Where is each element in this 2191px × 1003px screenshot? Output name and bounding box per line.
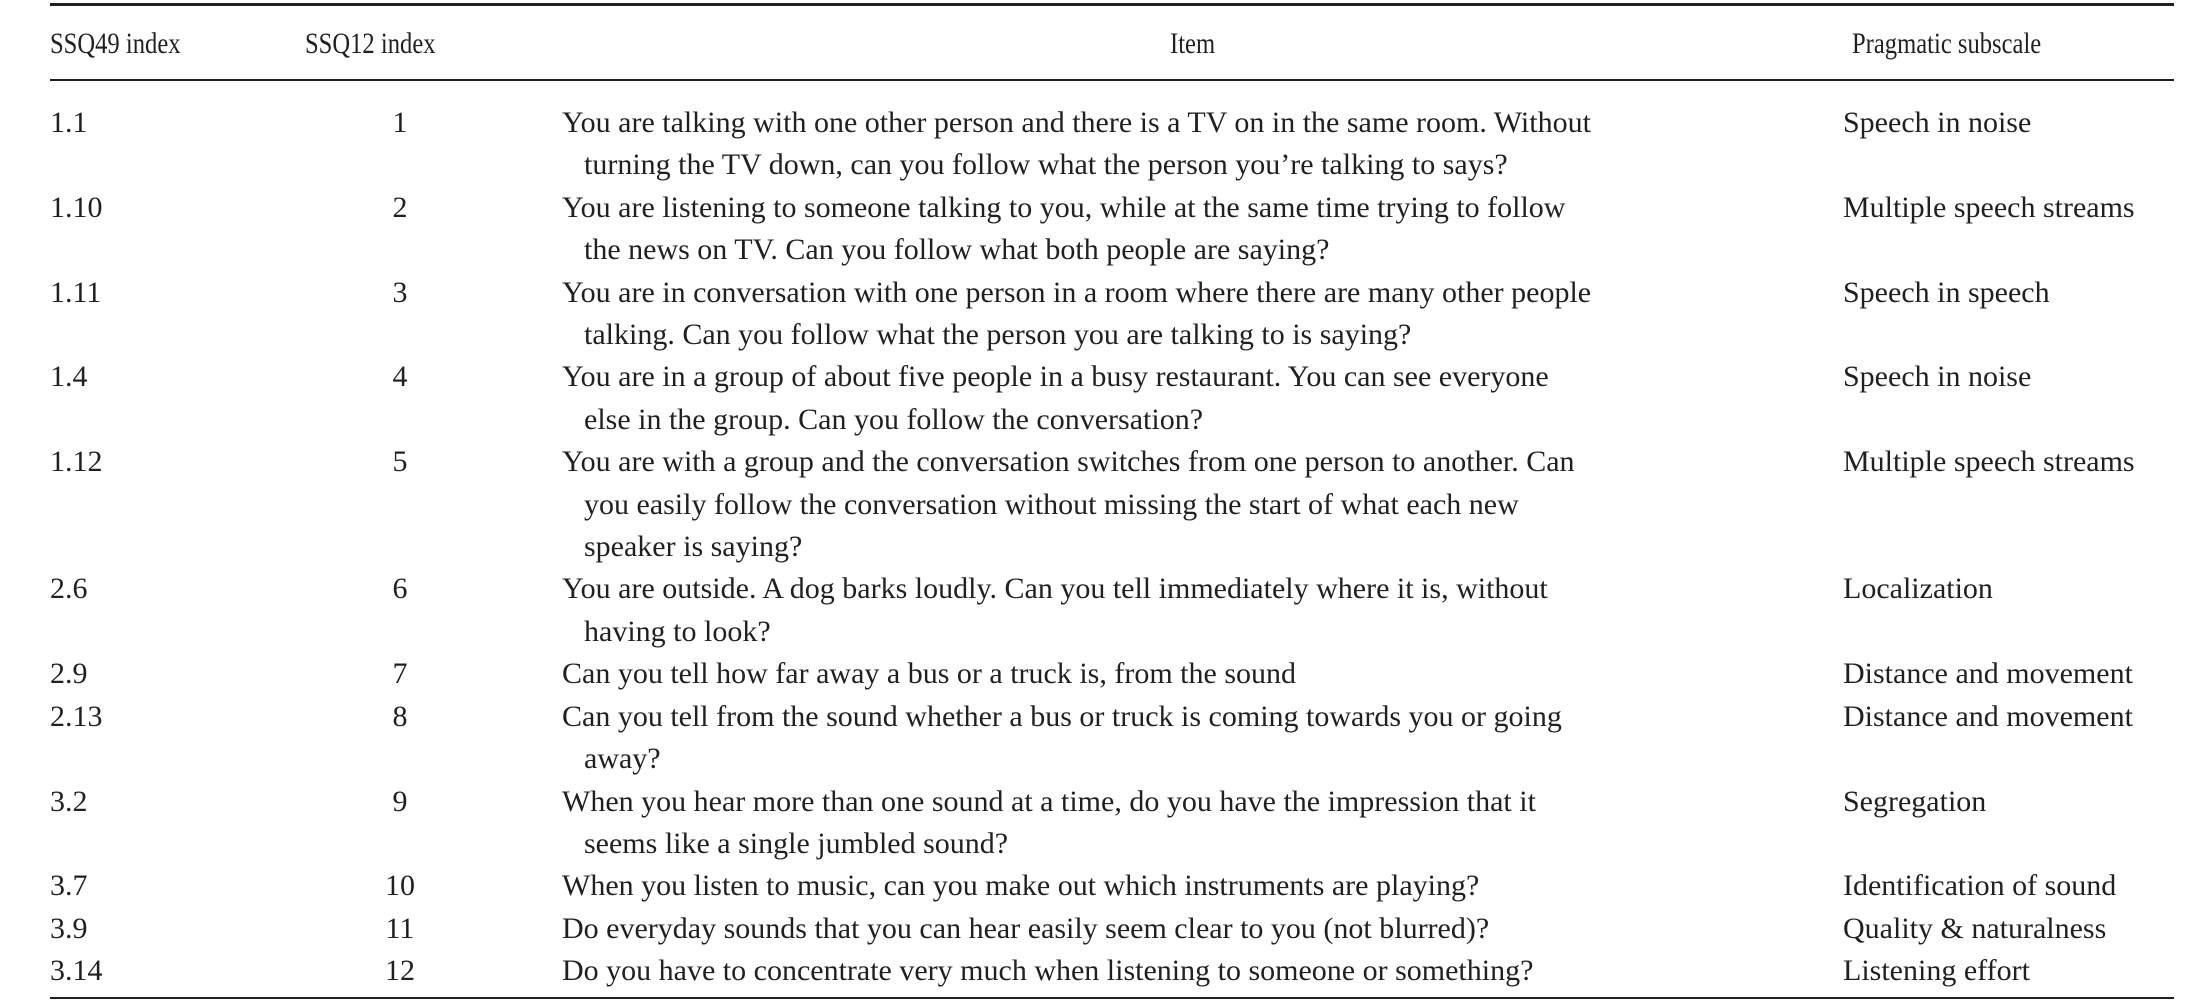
table-row — [0, 865, 2191, 907]
ssq49-index-cell: 1.11 — [50, 275, 102, 309]
subscale-cell: Listening effort — [1843, 954, 2030, 988]
table-row — [0, 356, 2191, 441]
item-text-line: you easily follow the conversation without missing the start of what each new — [584, 487, 1519, 521]
item-cell — [562, 865, 1812, 907]
ssq49-index-cell: 2.13 — [50, 699, 103, 733]
subscale-cell: Localization — [1843, 572, 1993, 606]
table-row — [0, 441, 2191, 568]
item-cell — [562, 272, 1812, 357]
table-row — [0, 696, 2191, 781]
subscale-cell: Distance and movement — [1843, 657, 2133, 691]
subscale-cell: Multiple speech streams — [1843, 190, 2135, 224]
item-text-line: turning the TV down, can you follow what the person you’re talking to says? — [584, 148, 1508, 182]
header-ssq49-index: SSQ49 index — [50, 27, 181, 60]
item-cell — [562, 102, 1812, 187]
subscale-cell: Quality & naturalness — [1843, 911, 2107, 945]
item-cell — [562, 187, 1812, 272]
subscale-cell: Speech in noise — [1843, 106, 2032, 139]
item-text-line: seems like a single jumbled sound? — [584, 826, 1009, 860]
header-pragmatic-subscale: Pragmatic subscale — [1852, 27, 2042, 60]
subscale-cell: Speech in speech — [1843, 275, 2050, 309]
ssq49-index-cell: 1.10 — [50, 190, 103, 224]
item-text-line: the news on TV. Can you follow what both people are saying? — [584, 233, 1330, 267]
ssq12-index-cell: 1 — [392, 106, 408, 139]
ssq49-index-cell: 3.7 — [50, 869, 88, 903]
table-row — [0, 908, 2191, 950]
item-cell — [562, 356, 1812, 441]
ssq12-index-cell: 7 — [392, 657, 408, 691]
header-item: Item — [1170, 27, 1216, 60]
ssq49-index-cell: 3.14 — [50, 954, 103, 988]
table-row — [0, 102, 2191, 187]
item-text-line: You are outside. A dog barks loudly. Can you tell immediately where it is, without — [562, 572, 1548, 606]
item-text-line: away? — [584, 742, 661, 776]
item-text-line: speaker is saying? — [584, 530, 803, 564]
item-text-line: Do you have to concentrate very much when listening to someone or something? — [562, 954, 1534, 988]
ssq49-index-cell: 1.1 — [50, 106, 88, 139]
item-text-line: When you listen to music, can you make out which instruments are playing? — [562, 869, 1480, 903]
item-cell — [562, 781, 1812, 866]
subscale-cell: Multiple speech streams — [1843, 445, 2135, 479]
item-cell — [562, 653, 1812, 695]
ssq12-index-cell: 6 — [392, 572, 408, 606]
subscale-cell: Identification of sound — [1843, 869, 2117, 903]
ssq12-index-cell: 12 — [385, 954, 415, 988]
table-row — [0, 653, 2191, 695]
ssq12-index-cell: 9 — [392, 784, 408, 818]
table-row — [0, 781, 2191, 866]
item-text-line: When you hear more than one sound at a time, do you have the impression that it — [562, 784, 1536, 818]
item-text-line: Can you tell how far away a bus or a truck is, from the sound — [562, 657, 1296, 691]
item-text-line: You are in conversation with one person in a room where there are many other people — [562, 275, 1592, 309]
item-text-line: You are with a group and the conversation switches from one person to another. Can — [562, 445, 1575, 479]
item-text-line: talking. Can you follow what the person you are talking to is saying? — [584, 318, 1412, 352]
ssq12-index-cell: 11 — [385, 911, 415, 945]
ssq12-index-cell: 3 — [392, 275, 408, 309]
table-row — [0, 272, 2191, 357]
subscale-cell: Speech in noise — [1843, 360, 2032, 394]
ssq49-index-cell: 3.9 — [50, 911, 88, 945]
item-cell — [562, 568, 1812, 653]
item-text-line: Do everyday sounds that you can hear easily seem clear to you (not blurred)? — [562, 911, 1490, 945]
table-row — [0, 950, 2191, 992]
item-text-line: You are in a group of about five people in a busy restaurant. You can see everyone — [562, 360, 1549, 394]
item-text-line: else in the group. Can you follow the conversation? — [584, 402, 1204, 436]
ssq12-index-cell: 5 — [392, 445, 408, 479]
table-bottom-rule — [50, 997, 2174, 999]
item-text-line: You are talking with one other person and there is a TV on in the same room. Without — [562, 106, 1591, 139]
ssq12-index-cell: 10 — [385, 869, 415, 903]
table-row — [0, 187, 2191, 272]
ssq12-index-cell: 2 — [392, 190, 408, 224]
item-text-line: Can you tell from the sound whether a bus or truck is coming towards you or going — [562, 699, 1562, 733]
item-text-line: You are listening to someone talking to you, while at the same time trying to follow — [562, 190, 1566, 224]
ssq49-index-cell: 2.9 — [50, 657, 88, 691]
item-text-line: having to look? — [584, 614, 771, 648]
item-cell — [562, 950, 1812, 992]
table-body — [0, 102, 2191, 993]
table-row — [0, 568, 2191, 653]
ssq49-index-cell: 2.6 — [50, 572, 88, 606]
ssq12-index-cell: 8 — [392, 699, 408, 733]
item-cell — [562, 908, 1812, 950]
header-ssq12-index: SSQ12 index — [305, 27, 436, 60]
ssq49-index-cell: 1.4 — [50, 360, 88, 394]
ssq49-index-cell: 3.2 — [50, 784, 88, 818]
table-top-rule — [50, 3, 2174, 6]
ssq12-index-cell: 4 — [392, 360, 408, 394]
item-cell — [562, 441, 1812, 568]
header-rule — [50, 79, 2174, 81]
item-cell — [562, 696, 1812, 781]
subscale-cell: Segregation — [1843, 784, 1987, 818]
ssq49-index-cell: 1.12 — [50, 445, 103, 479]
subscale-cell: Distance and movement — [1843, 699, 2133, 733]
